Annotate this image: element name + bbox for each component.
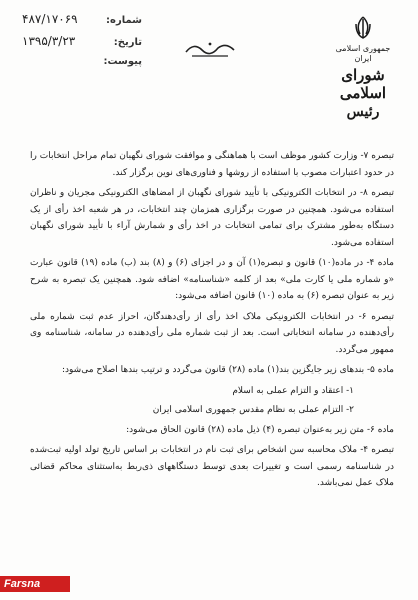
list-item-1: ۱- اعتقاد و التزام عملی به اسلام	[232, 385, 354, 396]
paragraph-note-7: تبصره ۷- وزارت کشور موظف است با هماهنگی و موافقت شورای نگهبان تمام مراحل انتخابات را در حدود اعتبارات مصوب با استفاده از روشها و فناوری‌های نوین برگزار کند.	[30, 151, 394, 178]
attachment-row	[22, 56, 142, 78]
emblem-title: شورای اسلامی	[339, 66, 387, 102]
date-row	[22, 34, 142, 56]
paragraph-note-8: تبصره ۸- در انتخابات الکترونیکی با تأیید شورای نگهبان از امضاهای الکترونیکی مجریان و ناظران استفاده می‌شود. همچنین در صورت برگزاری همزمان چند انتخابات، در هر شعبه اخذ رأی از یک دستگاه به‌طور مشترک برای تمامی انتخابات در اخذ رأی و شمارش آراء با تأیید شورای نگهبان استفاده می‌شود.	[30, 188, 394, 248]
date-label: تاریخ:	[113, 37, 142, 48]
list-item-2: ۲- التزام عملی به نظام مقدس جمهوری اسلامی ایران	[152, 405, 354, 415]
attachment-label: پیوست:	[103, 56, 142, 67]
paragraph-note-4: تبصره ۴- ملاک محاسبه سن اشخاص برای ثبت نام در انتخابات بر اساس تاریخ تولد اولیه ثبت‌شده در شناسنامه رسمی است و تغییرات بعدی توسط دستگاههای ذی‌ربط به‌استثنای محاکم قضائی ملاک عمل نمی‌باشد.	[30, 445, 394, 488]
parliament-emblem	[330, 14, 396, 124]
emblem-role: رئیس	[346, 104, 380, 120]
paragraph-article-5: ماده ۵- بندهای زیر جایگزین بند(۱) ماده (۲۸) قانون می‌گردد و ترتیب بندها اصلاح می‌شود:	[61, 365, 394, 375]
number-row	[22, 12, 142, 34]
letter-body	[30, 148, 394, 496]
paragraph-note-6: تبصره ۶- در انتخابات الکترونیکی ملاک اخذ رأی از رأی‌دهندگان، احراز عدم ثبت شماره ملی رأی‌دهنده در سامانه انتخاباتی است. بعد از ثبت شماره ملی رأی‌دهنده در سامانه، شناسنامه وی ممهور می‌گردد.	[30, 311, 394, 355]
emblem-top-text: جمهوری اسلامی ایران	[335, 44, 391, 63]
paragraph-article-4: ماده ۴- در ماده(۱۰) قانون و تبصره(۱) آن و در اجزای (۶) و (۸) بند (ب) ماده (۱۹) قانون عبارت «و شماره ملی یا کارت ملی» بعد از کلمه «شناسنامه» اضافه شود. همچنین یک تبصره به شرح زیر به عنوان تبصره (۶) به ماده (۱۰) قانون اضافه می‌شود:	[30, 258, 394, 301]
basmala-icon	[182, 38, 238, 60]
basmala-calligraphy	[182, 38, 238, 60]
iran-emblem-icon	[348, 14, 378, 44]
paragraph-article-6: ماده ۶- متن زیر به‌عنوان تبصره (۴) ذیل ماده (۲۸) قانون الحاق می‌شود:	[126, 424, 394, 435]
reference-block	[22, 12, 142, 78]
number-label: شماره:	[106, 15, 142, 26]
farsna-watermark: Farsna	[0, 576, 70, 592]
number-value: ۴۸۷/۱۷۰۶۹	[22, 12, 78, 26]
date-value: ۱۳۹۵/۳/۲۳	[22, 34, 76, 48]
